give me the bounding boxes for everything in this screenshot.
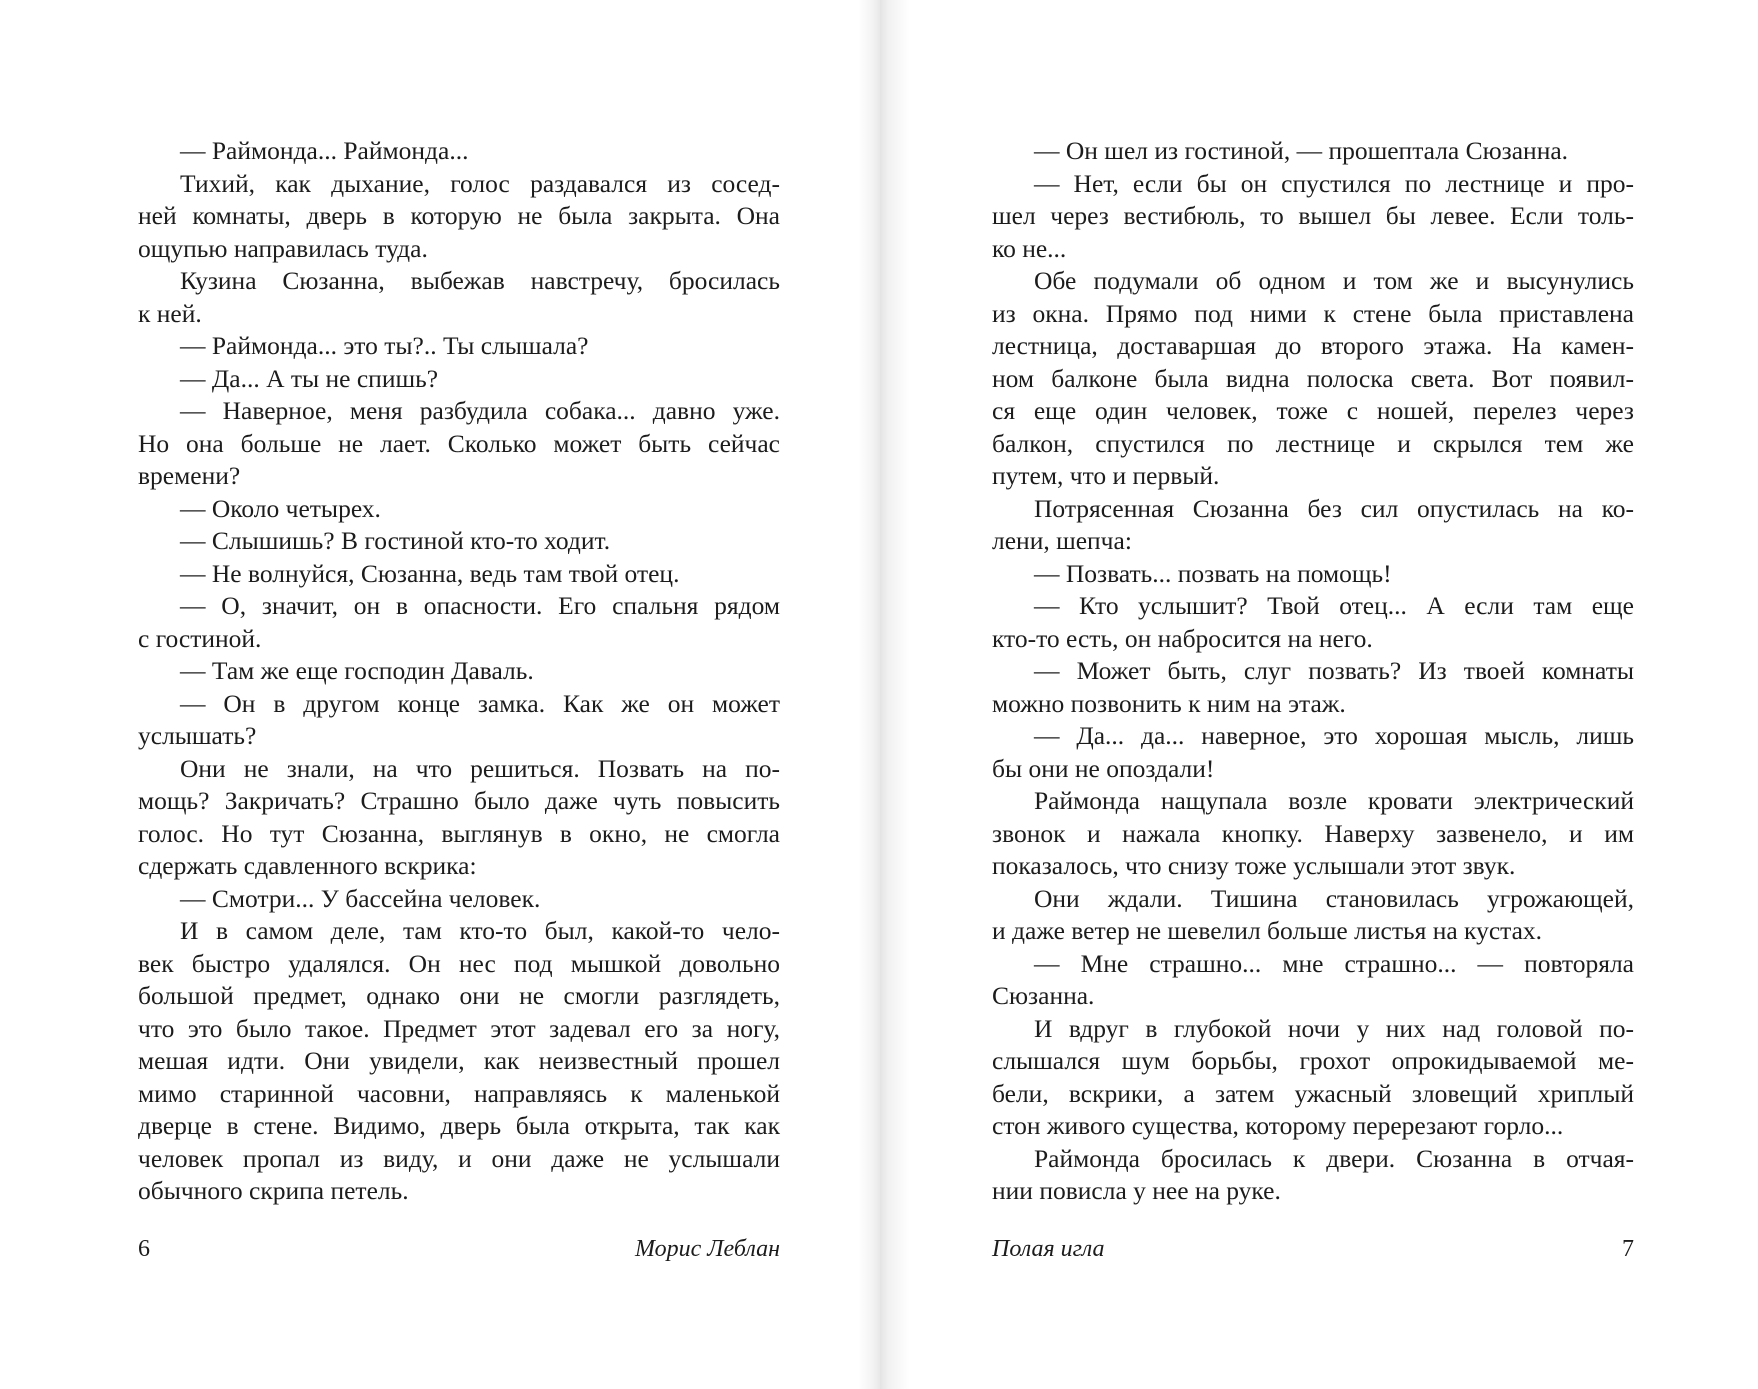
page-number: 6 xyxy=(138,1236,150,1262)
text-line: услышать? xyxy=(138,721,257,750)
text-line: слышался шум борьбы, грохот опрокидываемой ме- xyxy=(992,1046,1634,1075)
text-line: мешая идти. Они увидели, как неизвестный прошел xyxy=(138,1046,780,1075)
text-line: — О, значит, он в опасности. Его спальня рядом xyxy=(180,591,780,620)
text-line: с гостиной. xyxy=(138,623,262,653)
text-line: Они ждали. Тишина становилась угрожающей, xyxy=(1034,883,1634,913)
right-page-text xyxy=(992,135,1634,1208)
text-line: — Там же еще господин Даваль. xyxy=(180,656,534,685)
text-line: И в самом деле, там кто-то был, какой-то чело- xyxy=(180,916,780,945)
text-line: — Наверное, меня разбудила собака... давно уже. xyxy=(180,396,780,425)
text-line: шел через вестибюль, то вышел бы левее. Если толь- xyxy=(992,201,1634,230)
text-line: — Не волнуйся, Сюзанна, ведь там твой отец. xyxy=(180,558,680,588)
text-line: — Он шел из гостиной, — прошептала Сюзанна. xyxy=(1034,136,1569,165)
text-line: Сюзанна. xyxy=(992,981,1095,1010)
text-line: бели, вскрики, а затем ужасный зловещий хриплый xyxy=(992,1078,1634,1108)
text-line: ном балконе была видна полоска света. Вот появил- xyxy=(992,363,1634,393)
text-line: — Да... А ты не спишь? xyxy=(180,363,439,393)
text-line: — Около четырех. xyxy=(180,493,381,523)
text-line: нии повисла у нее на руке. xyxy=(992,1176,1281,1205)
page-number: 7 xyxy=(1622,1236,1634,1262)
text-line: из окна. Прямо под ними к стене была приставлена xyxy=(992,298,1634,328)
text-line: что это было такое. Предмет этот задевал его за ногу, xyxy=(138,1013,780,1043)
text-line: и даже ветер не шевелил больше листья на кустах. xyxy=(992,916,1543,945)
text-line: времени? xyxy=(138,461,241,490)
text-line: Кузина Сюзанна, выбежав навстречу, бросилась xyxy=(180,266,780,295)
text-line: ся еще один человек, тоже с ношей, перелез через xyxy=(992,396,1634,425)
text-line: ко не... xyxy=(992,233,1067,263)
text-line: — Раймонда... это ты?.. Ты слышала? xyxy=(180,331,589,360)
text-line: человек пропал из виду, и они даже не услышали xyxy=(138,1143,780,1173)
text-line: бы они не опоздали! xyxy=(992,753,1215,783)
text-line: — Позвать... позвать на помощь! xyxy=(1034,558,1392,588)
gutter-shadow xyxy=(858,0,880,1389)
text-line: ощупью направилась туда. xyxy=(138,233,428,263)
text-line: — Раймонда... Раймонда... xyxy=(180,136,469,165)
text-line: — Смотри... У бассейна человек. xyxy=(180,883,541,913)
text-line: Но она больше не лает. Сколько может быть сейчас xyxy=(138,428,780,458)
text-line: И вдруг в глубокой ночи у них над головой по- xyxy=(1034,1013,1634,1043)
text-line: — Мне страшно... мне страшно... — повторяла xyxy=(1034,948,1634,978)
left-page-text xyxy=(138,135,780,1208)
text-line: лени, шепча: xyxy=(992,526,1132,555)
text-line: — Слышишь? В гостиной кто-то ходит. xyxy=(180,526,611,555)
text-line: сдержать сдавленного вскрика: xyxy=(138,851,477,880)
right-page xyxy=(880,0,1758,1389)
text-line: стон живого существа, которому перерезают горло... xyxy=(992,1111,1564,1140)
text-line: большой предмет, однако они не смогли разглядеть, xyxy=(138,981,780,1010)
text-line: — Он в другом конце замка. Как же он может xyxy=(180,688,780,718)
text-line: мимо старинной часовни, направляясь к маленькой xyxy=(138,1078,780,1108)
text-line: Они не знали, на что решиться. Позвать на по- xyxy=(180,753,780,783)
text-line: можно позвонить к ним на этаж. xyxy=(992,688,1346,718)
text-line: показалось, что снизу тоже услышали этот звук. xyxy=(992,851,1516,880)
text-line: — Кто услышит? Твой отец... А если там еще xyxy=(1034,591,1634,620)
text-line: кто-то есть, он набросится на него. xyxy=(992,623,1373,653)
text-line: Раймонда нащупала возле кровати электрический xyxy=(1034,786,1634,815)
text-line: Тихий, как дыхание, голос раздавался из сосед- xyxy=(180,168,780,198)
text-line: — Да... да... наверное, это хорошая мысль, лишь xyxy=(1034,721,1634,750)
text-line: — Может быть, слуг позвать? Из твоей комнаты xyxy=(1034,656,1634,685)
text-line: мощь? Закричать? Страшно было даже чуть повысить xyxy=(138,786,780,815)
text-line: к ней. xyxy=(138,298,202,328)
text-line: ней комнаты, дверь в которую не была закрыта. Она xyxy=(138,201,780,230)
running-head-title: Полая игла xyxy=(992,1236,1105,1262)
text-line: голос. Но тут Сюзанна, выглянув в окно, не смогла xyxy=(138,818,780,848)
text-line: обычного скрипа петель. xyxy=(138,1176,409,1205)
text-line: — Нет, если бы он спустился по лестнице и про- xyxy=(1034,168,1634,198)
text-line: лестница, доставаршая до второго этажа. На камен- xyxy=(992,331,1634,360)
text-line: дверце в стене. Видимо, дверь была открыта, так как xyxy=(138,1111,780,1140)
running-head-author: Морис Леблан xyxy=(634,1236,780,1262)
text-line: балкон, спустился по лестнице и скрылся тем же xyxy=(992,428,1634,458)
text-line: звонок и нажала кнопку. Наверху зазвенело, и им xyxy=(992,818,1634,848)
text-line: путем, что и первый. xyxy=(992,461,1220,490)
gutter-shadow xyxy=(880,0,910,1389)
text-line: Обе подумали об одном и том же и высунулись xyxy=(1034,266,1634,295)
text-line: Потрясенная Сюзанна без сил опустилась на ко- xyxy=(1034,493,1634,523)
text-line: Раймонда бросилась к двери. Сюзанна в отчая- xyxy=(1034,1143,1634,1173)
text-line: век быстро удалялся. Он нес под мышкой довольно xyxy=(138,948,780,978)
